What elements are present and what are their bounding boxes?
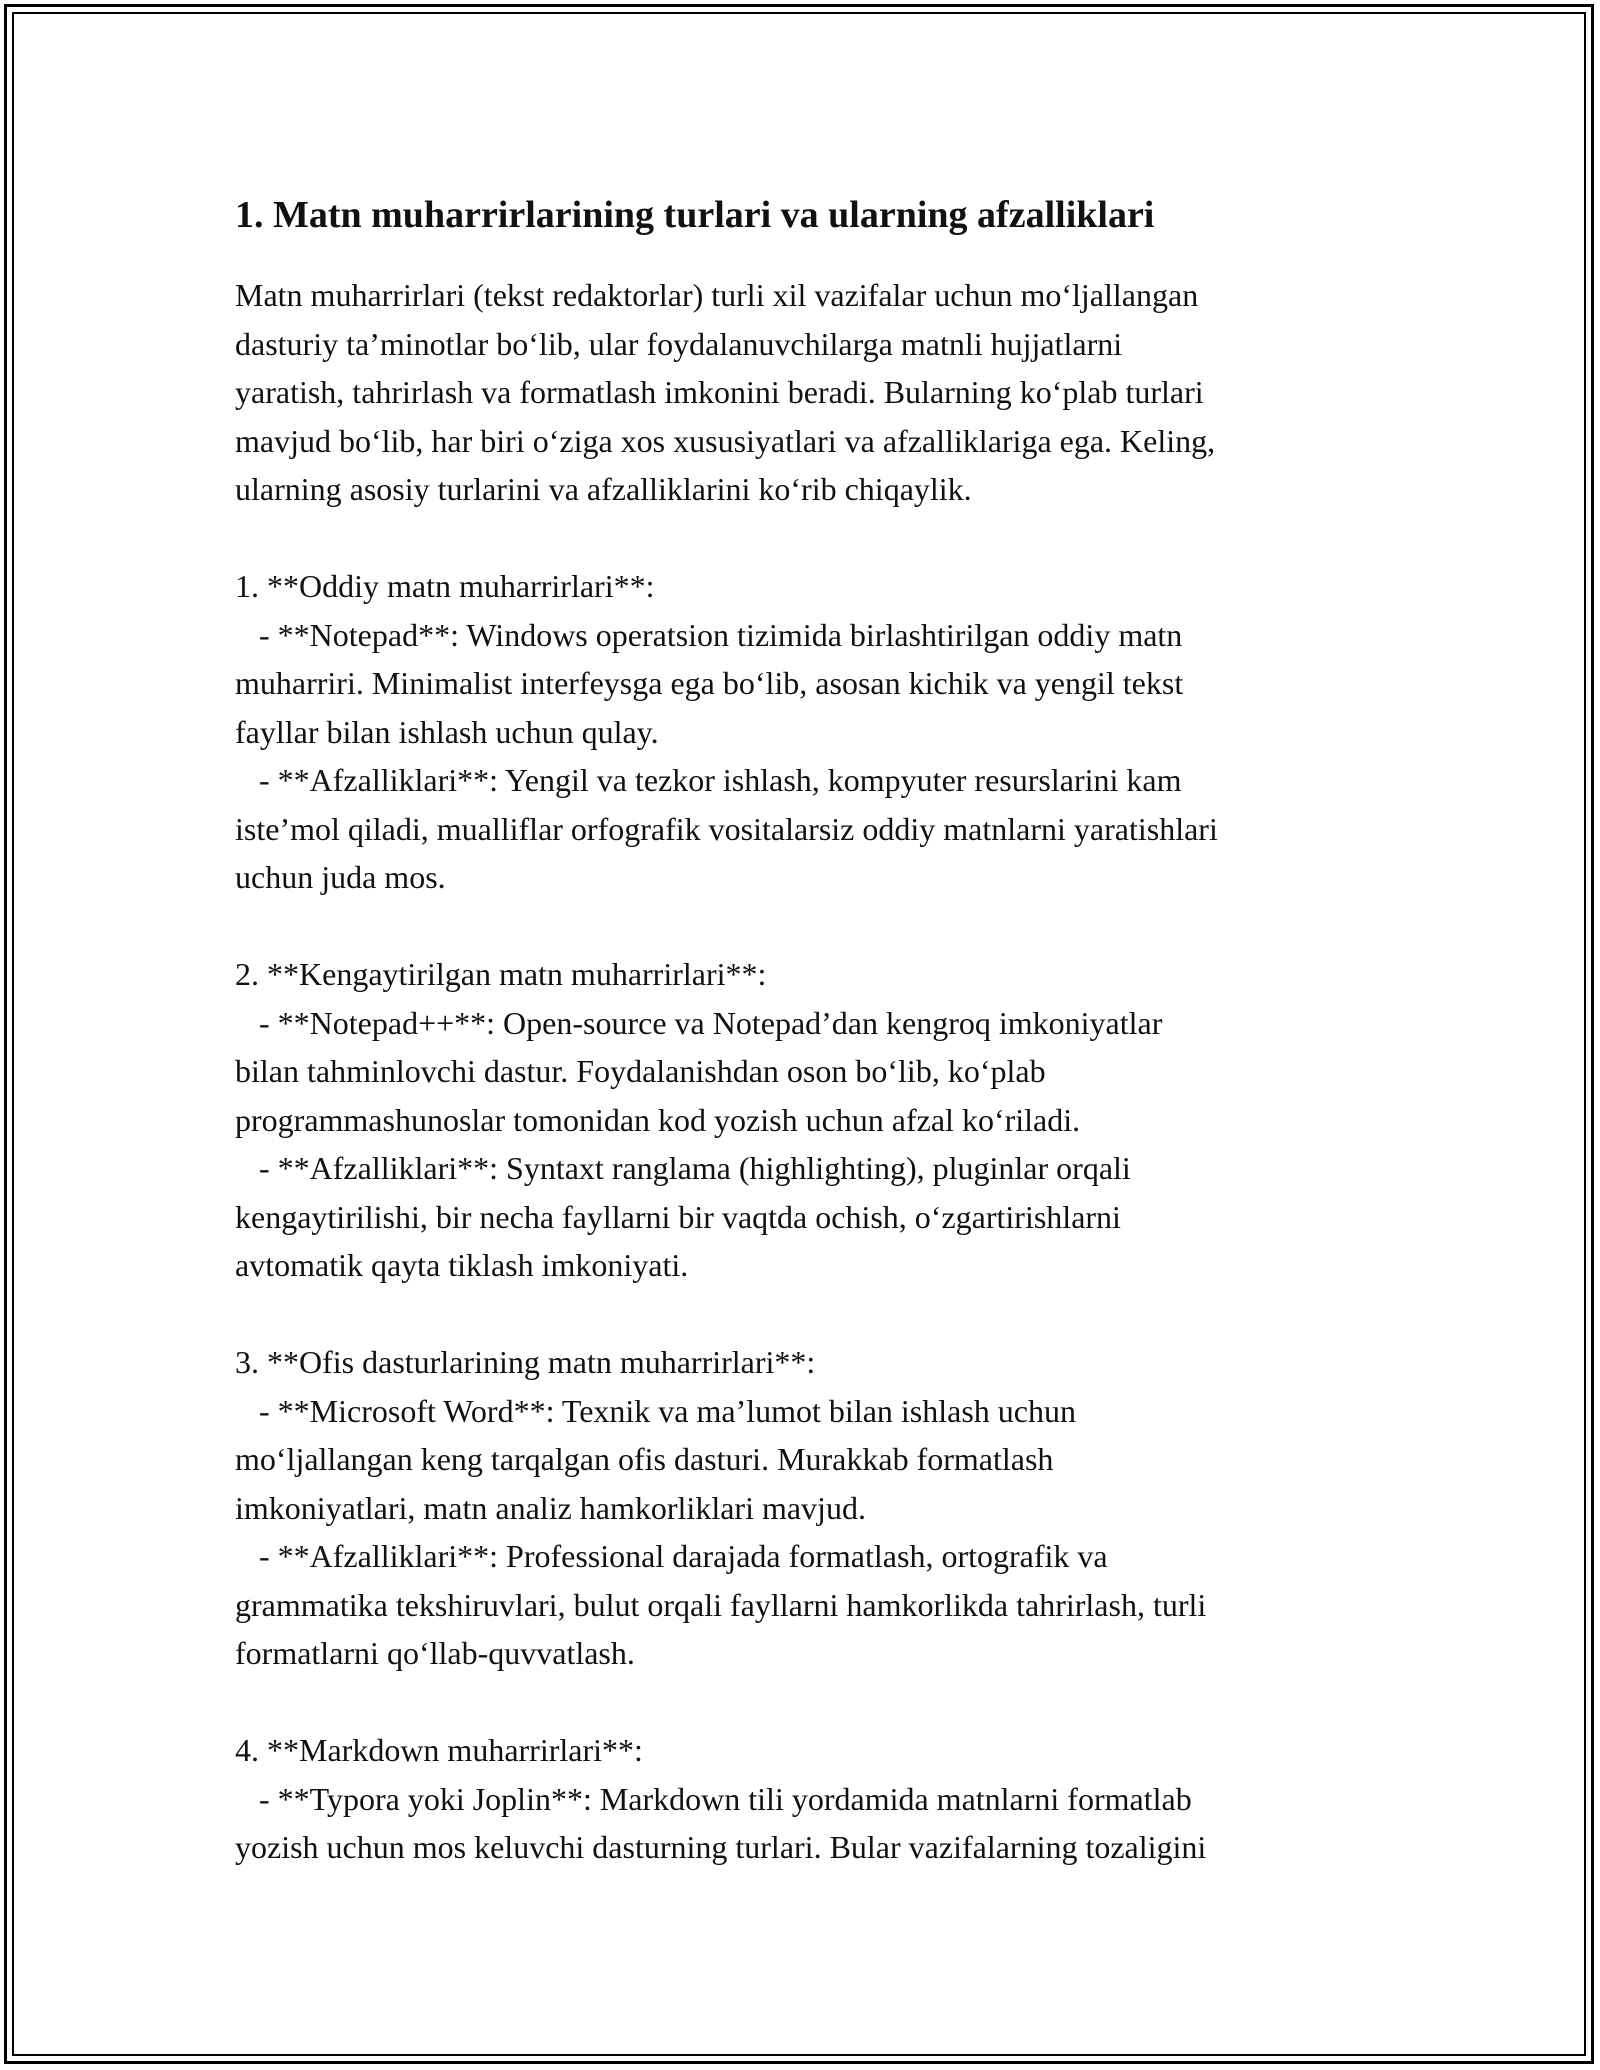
section-line: - **Microsoft Word**: Texnik va ma’lumot bilan ishlash uchun [235,1392,1076,1429]
section-line: fayllar bilan ishlash uchun qulay. [235,713,659,750]
section-line: - **Notepad**: Windows operatsion tizimida birlashtirilgan oddiy matn [235,616,1183,653]
section-markdown-editors [235,1726,1415,1872]
intro-line: yaratish, tahrirlash va formatlash imkonini beradi. Bularning ko‘plab turlari [235,374,1204,410]
section-line: imkoniyatlari, matn analiz hamkorliklari mavjud. [235,1489,866,1526]
section-heading: 4. **Markdown muharrirlari**: [235,1732,643,1768]
document-page [235,185,1415,1872]
section-line: - **Afzalliklari**: Syntaxt ranglama (highlighting), pluginlar orqali [235,1150,1131,1186]
section-line: yozish uchun mos keluvchi dasturning turlari. Bular vazifalarning tozaligini [235,1829,1207,1865]
section-line: kengaytirilishi, bir necha fayllarni bir vaqtda ochish, o‘zgartirishlarni [235,1198,1121,1235]
paragraph-spacer [235,1290,1415,1339]
section-line: uchun juda mos. [235,859,446,895]
document-title: 1. Matn muharrirlarining turlari va ularning afzalliklari [235,194,1155,236]
section-line: iste’mol qiladi, mualliflar orfografik vositalarsiz oddiy matnlarni yaratishlari [235,810,1218,847]
intro-line: Matn muharrirlari (tekst redaktorlar) turli xil vazifalar uchun mo‘ljallangan [235,277,1199,313]
paragraph-spacer [235,902,1415,951]
section-plain-editors [235,562,1415,902]
section-line: - **Afzalliklari**: Yengil va tezkor ishlash, kompyuter resurslarini kam [235,762,1182,798]
intro-line: ularning asosiy turlarini va afzalliklarini ko‘rib chiqaylik. [235,471,972,507]
section-heading: 2. **Kengaytirilgan matn muharrirlari**: [235,956,767,992]
section-line: - **Notepad++**: Open-source va Notepad’dan kengroq imkoniyatlar [235,1004,1163,1041]
intro-paragraph [235,271,1415,514]
paragraph-spacer [235,514,1415,563]
section-line: muharriri. Minimalist interfeysga ega bo‘lib, asosan kichik va yengil tekst [235,665,1184,701]
section-extended-editors [235,950,1415,1290]
section-heading: 1. **Oddiy matn muharrirlari**: [235,568,655,604]
intro-line: dasturiy ta’minotlar bo‘lib, ular foydalanuvchilarga matnli hujjatlarni [235,325,1123,362]
intro-line: mavjud bo‘lib, har biri o‘ziga xos xususiyatlari va afzalliklariga ega. Keling, [235,422,1216,459]
section-heading: 3. **Ofis dasturlarining matn muharrirlari**: [235,1344,816,1380]
section-line: programmashunoslar tomonidan kod yozish uchun afzal ko‘riladi. [235,1101,1081,1138]
section-line: formatlarni qo‘llab-quvvatlash. [235,1635,635,1671]
section-line: avtomatik qayta tiklash imkoniyati. [235,1247,689,1283]
section-line: - **Afzalliklari**: Professional darajada formatlash, ortografik va [235,1538,1108,1574]
section-line: bilan tahminlovchi dastur. Foydalanishdan oson bo‘lib, ko‘plab [235,1053,1046,1089]
paragraph-spacer [235,1678,1415,1727]
section-line: - **Typora yoki Joplin**: Markdown tili yordamida matnlarni formatlab [235,1780,1192,1817]
section-office-editors [235,1338,1415,1678]
section-line: mo‘ljallangan keng tarqalgan ofis dasturi. Murakkab formatlash [235,1441,1054,1477]
section-line: grammatika tekshiruvlari, bulut orqali fayllarni hamkorlikda tahrirlash, turli [235,1586,1207,1623]
